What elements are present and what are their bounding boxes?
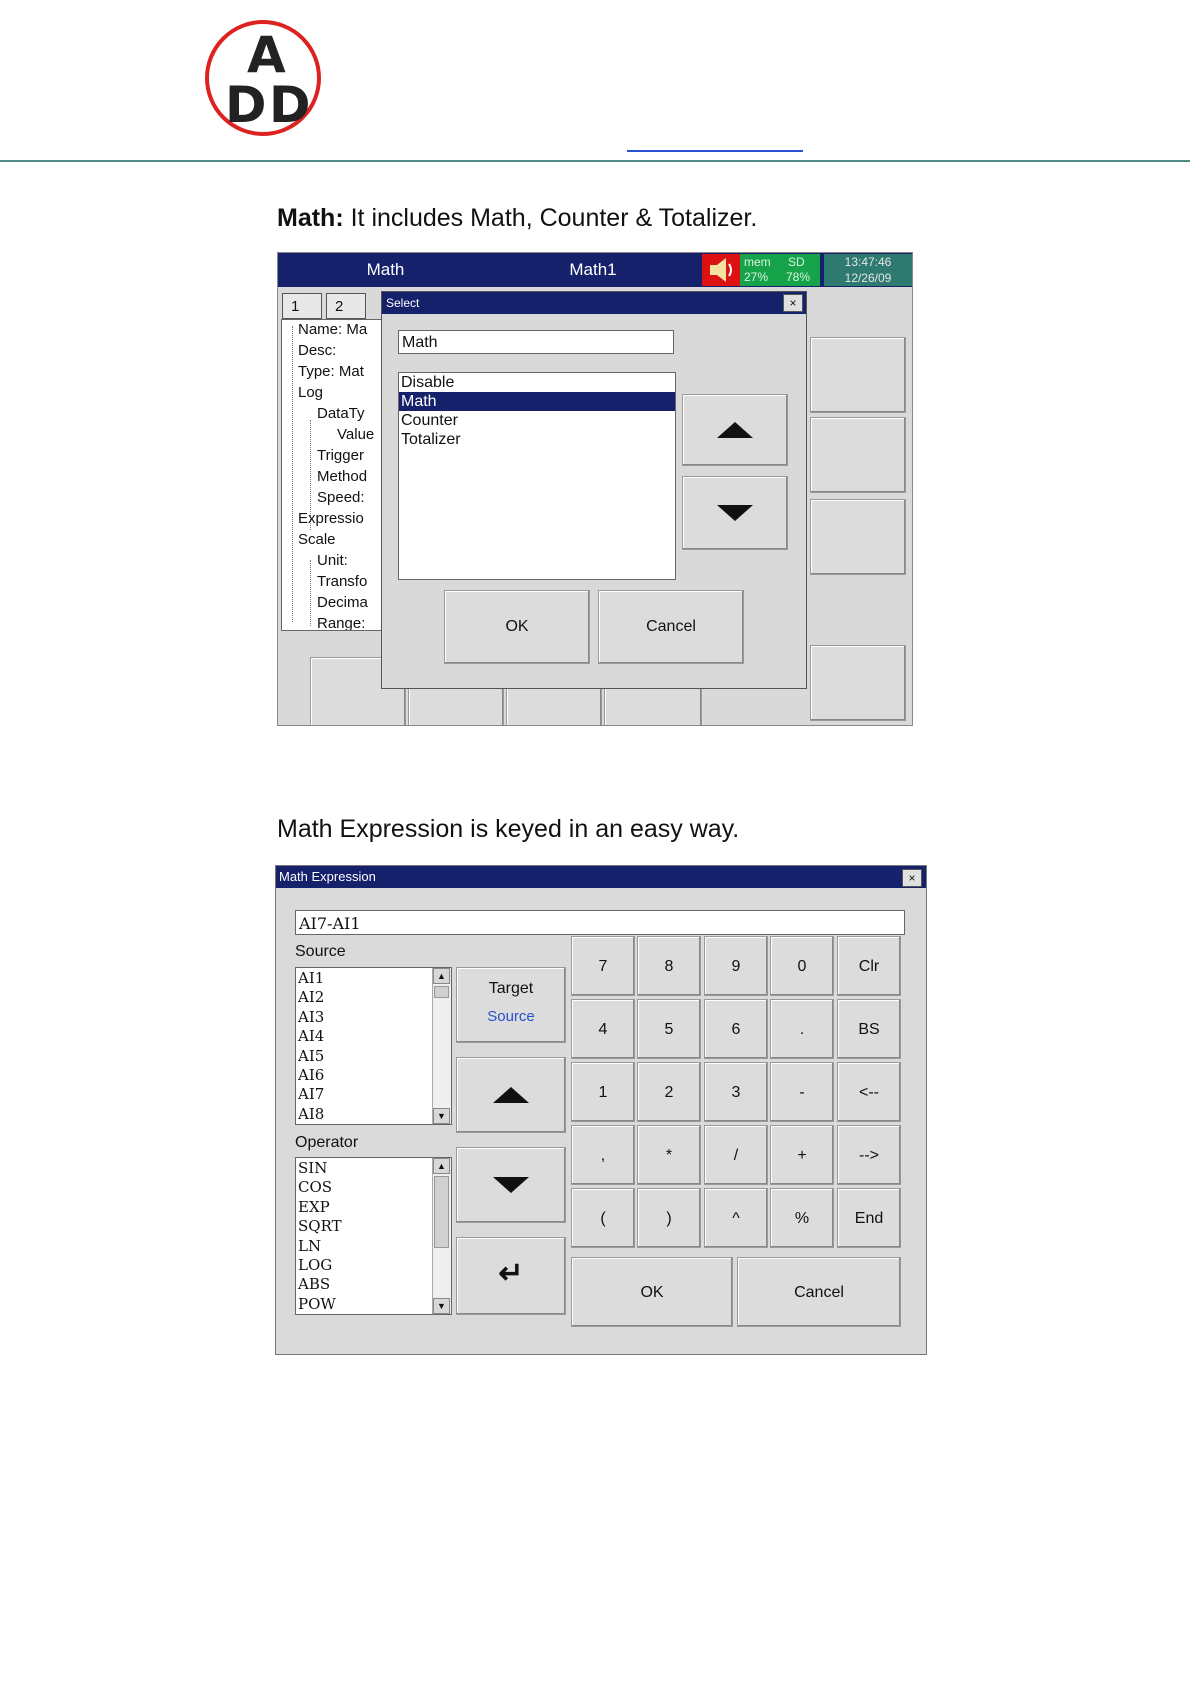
operator-item[interactable]: SIN — [298, 1159, 328, 1177]
mem-label: mem — [744, 255, 771, 269]
enter-button[interactable] — [456, 1237, 566, 1315]
tree-item[interactable]: Trigger — [317, 447, 364, 464]
channel-title: Math1 — [569, 260, 617, 279]
clock-time: 13:47:46 — [844, 255, 892, 269]
math-expression-screenshot — [275, 865, 927, 1355]
tree-item[interactable]: Log — [298, 384, 324, 401]
side-button[interactable] — [810, 499, 906, 575]
tree-item[interactable]: DataTy — [317, 405, 365, 422]
source-list[interactable] — [295, 967, 452, 1125]
arrow-up-icon — [493, 1087, 529, 1103]
arrow-down-icon — [717, 505, 753, 521]
option-math[interactable]: Math — [399, 392, 675, 411]
operator-scrollbar[interactable] — [432, 1158, 451, 1314]
scroll-down-button[interactable] — [682, 476, 788, 550]
select-dialog-title: Select — [382, 292, 806, 314]
header-link-underline[interactable] — [627, 150, 803, 152]
cancel-button[interactable]: Cancel — [598, 590, 744, 664]
source-item[interactable]: AI1 — [298, 969, 325, 987]
key-dot[interactable]: . — [770, 999, 834, 1059]
company-logo — [205, 20, 321, 136]
key-7[interactable]: 7 — [571, 936, 635, 996]
source-label: Source — [295, 943, 346, 960]
option-totalizer[interactable]: Totalizer — [401, 431, 461, 448]
operator-label: Operator — [295, 1134, 359, 1151]
expression-input[interactable]: AI7-AI1 — [295, 910, 905, 935]
enter-icon: ↵ — [498, 1257, 524, 1290]
key-cursor-left[interactable]: <-- — [837, 1062, 901, 1122]
operator-item[interactable]: LOG — [298, 1255, 333, 1274]
tree-item[interactable]: Type: Mat — [298, 363, 364, 380]
tree-item[interactable]: Name: Ma — [298, 321, 368, 338]
key-8[interactable]: 8 — [637, 936, 701, 996]
tree-item[interactable]: Desc: — [298, 342, 337, 359]
operator-item[interactable]: COS — [298, 1178, 333, 1197]
key-cursor-right[interactable]: --> — [837, 1125, 901, 1185]
ok-button[interactable]: OK — [444, 590, 590, 664]
key-3[interactable]: 3 — [704, 1062, 768, 1122]
tree-item[interactable]: Speed: — [317, 489, 365, 506]
key-caret[interactable]: ^ — [704, 1188, 768, 1248]
arrow-up-icon — [717, 422, 753, 438]
math-caption — [277, 204, 757, 233]
key-backspace[interactable]: BS — [837, 999, 901, 1059]
key-close-paren[interactable]: ) — [637, 1188, 701, 1248]
key-6[interactable]: 6 — [704, 999, 768, 1059]
operator-item[interactable]: EXP — [298, 1197, 330, 1216]
option-counter[interactable]: Counter — [401, 412, 458, 429]
source-item[interactable]: AI2 — [298, 988, 325, 1007]
clock — [824, 254, 912, 286]
tab-2[interactable]: 2 — [326, 293, 366, 319]
operator-item[interactable]: LN — [298, 1236, 322, 1255]
tree-item[interactable]: Scale — [298, 531, 336, 548]
close-icon[interactable]: × — [902, 869, 922, 887]
target-label: Target — [488, 980, 534, 997]
key-1[interactable]: 1 — [571, 1062, 635, 1122]
source-item[interactable]: AI4 — [298, 1027, 325, 1046]
tree-item[interactable]: Expressio — [298, 510, 364, 527]
close-icon[interactable]: × — [783, 294, 803, 312]
scroll-thumb[interactable] — [434, 1176, 449, 1248]
source-scrollbar[interactable] — [432, 968, 451, 1124]
tree-item[interactable]: Decima — [317, 594, 368, 611]
key-5[interactable]: 5 — [637, 999, 701, 1059]
tree-item[interactable]: Transfo — [317, 573, 368, 590]
operator-list[interactable] — [295, 1157, 452, 1315]
math-caption-bold: Math: — [277, 204, 344, 232]
source-toggle-label: Source — [487, 1008, 535, 1025]
clock-date: 12/26/09 — [844, 271, 892, 285]
source-item[interactable]: AI8 — [298, 1104, 325, 1123]
tree-line — [310, 560, 311, 626]
key-2[interactable]: 2 — [637, 1062, 701, 1122]
operator-item[interactable]: POW — [298, 1294, 336, 1313]
scroll-thumb[interactable] — [434, 986, 449, 998]
scroll-up-arrow-icon[interactable]: ▲ — [433, 1158, 450, 1174]
source-item[interactable]: AI6 — [298, 1065, 325, 1084]
scroll-up-arrow-icon[interactable]: ▲ — [433, 968, 450, 984]
header-divider — [0, 160, 1190, 162]
key-clr[interactable]: Clr — [837, 936, 901, 996]
target-source-toggle[interactable] — [456, 967, 566, 1043]
math-select-screenshot — [277, 252, 913, 726]
key-minus[interactable]: - — [770, 1062, 834, 1122]
key-multiply[interactable]: * — [637, 1125, 701, 1185]
screen-title: Math — [366, 260, 405, 279]
key-divide[interactable]: / — [704, 1125, 768, 1185]
side-button[interactable] — [810, 645, 906, 721]
key-percent[interactable]: % — [770, 1188, 834, 1248]
tree-line — [292, 326, 293, 622]
key-open-paren[interactable]: ( — [571, 1188, 635, 1248]
ok-button[interactable]: OK — [571, 1257, 733, 1327]
key-end[interactable]: End — [837, 1188, 901, 1248]
logo-letter-d1: D — [225, 76, 267, 134]
option-disable[interactable]: Disable — [401, 374, 455, 391]
scroll-down-arrow-icon[interactable]: ▼ — [433, 1298, 450, 1314]
sd-value: 78% — [786, 270, 811, 284]
expression-dialog-title: Math Expression — [276, 866, 926, 888]
key-4[interactable]: 4 — [571, 999, 635, 1059]
type-value-field[interactable]: Math — [398, 330, 674, 354]
logo-letter-a: A — [247, 26, 286, 84]
sd-label: SD — [788, 255, 805, 269]
arrow-down-icon — [493, 1177, 529, 1193]
source-item[interactable]: AI5 — [298, 1046, 325, 1065]
type-options-list[interactable] — [398, 372, 676, 580]
mem-value: 27% — [744, 270, 769, 284]
source-item[interactable]: AI3 — [298, 1007, 325, 1026]
expression-caption: Math Expression is keyed in an easy way. — [277, 815, 740, 843]
tree-item[interactable]: Unit: — [317, 552, 348, 569]
side-button[interactable] — [810, 337, 906, 413]
key-plus[interactable]: + — [770, 1125, 834, 1185]
tree-item[interactable]: Method — [317, 468, 368, 485]
operator-item[interactable]: ABS — [298, 1275, 331, 1294]
tab-1[interactable]: 1 — [282, 293, 322, 319]
key-9[interactable]: 9 — [704, 936, 768, 996]
source-item[interactable]: AI7 — [298, 1085, 325, 1104]
side-button[interactable] — [810, 417, 906, 493]
math-caption-text: It includes Math, Counter & Totalizer. — [343, 204, 758, 232]
scroll-down-arrow-icon[interactable]: ▼ — [433, 1108, 450, 1124]
key-0[interactable]: 0 — [770, 936, 834, 996]
key-comma[interactable]: , — [571, 1125, 635, 1185]
move-up-button[interactable] — [456, 1057, 566, 1133]
config-tree — [281, 319, 393, 631]
select-dialog — [381, 291, 807, 689]
scroll-up-button[interactable] — [682, 394, 788, 466]
memory-status — [740, 254, 820, 286]
tree-item[interactable]: Value — [337, 426, 375, 443]
tree-item[interactable]: Range: — [317, 615, 366, 631]
recorder-titlebar — [278, 253, 912, 287]
logo-letter-d2: D — [269, 76, 311, 134]
move-down-button[interactable] — [456, 1147, 566, 1223]
cancel-button[interactable]: Cancel — [737, 1257, 901, 1327]
operator-item[interactable]: SQRT — [298, 1217, 342, 1236]
speaker-icon[interactable] — [702, 254, 740, 286]
